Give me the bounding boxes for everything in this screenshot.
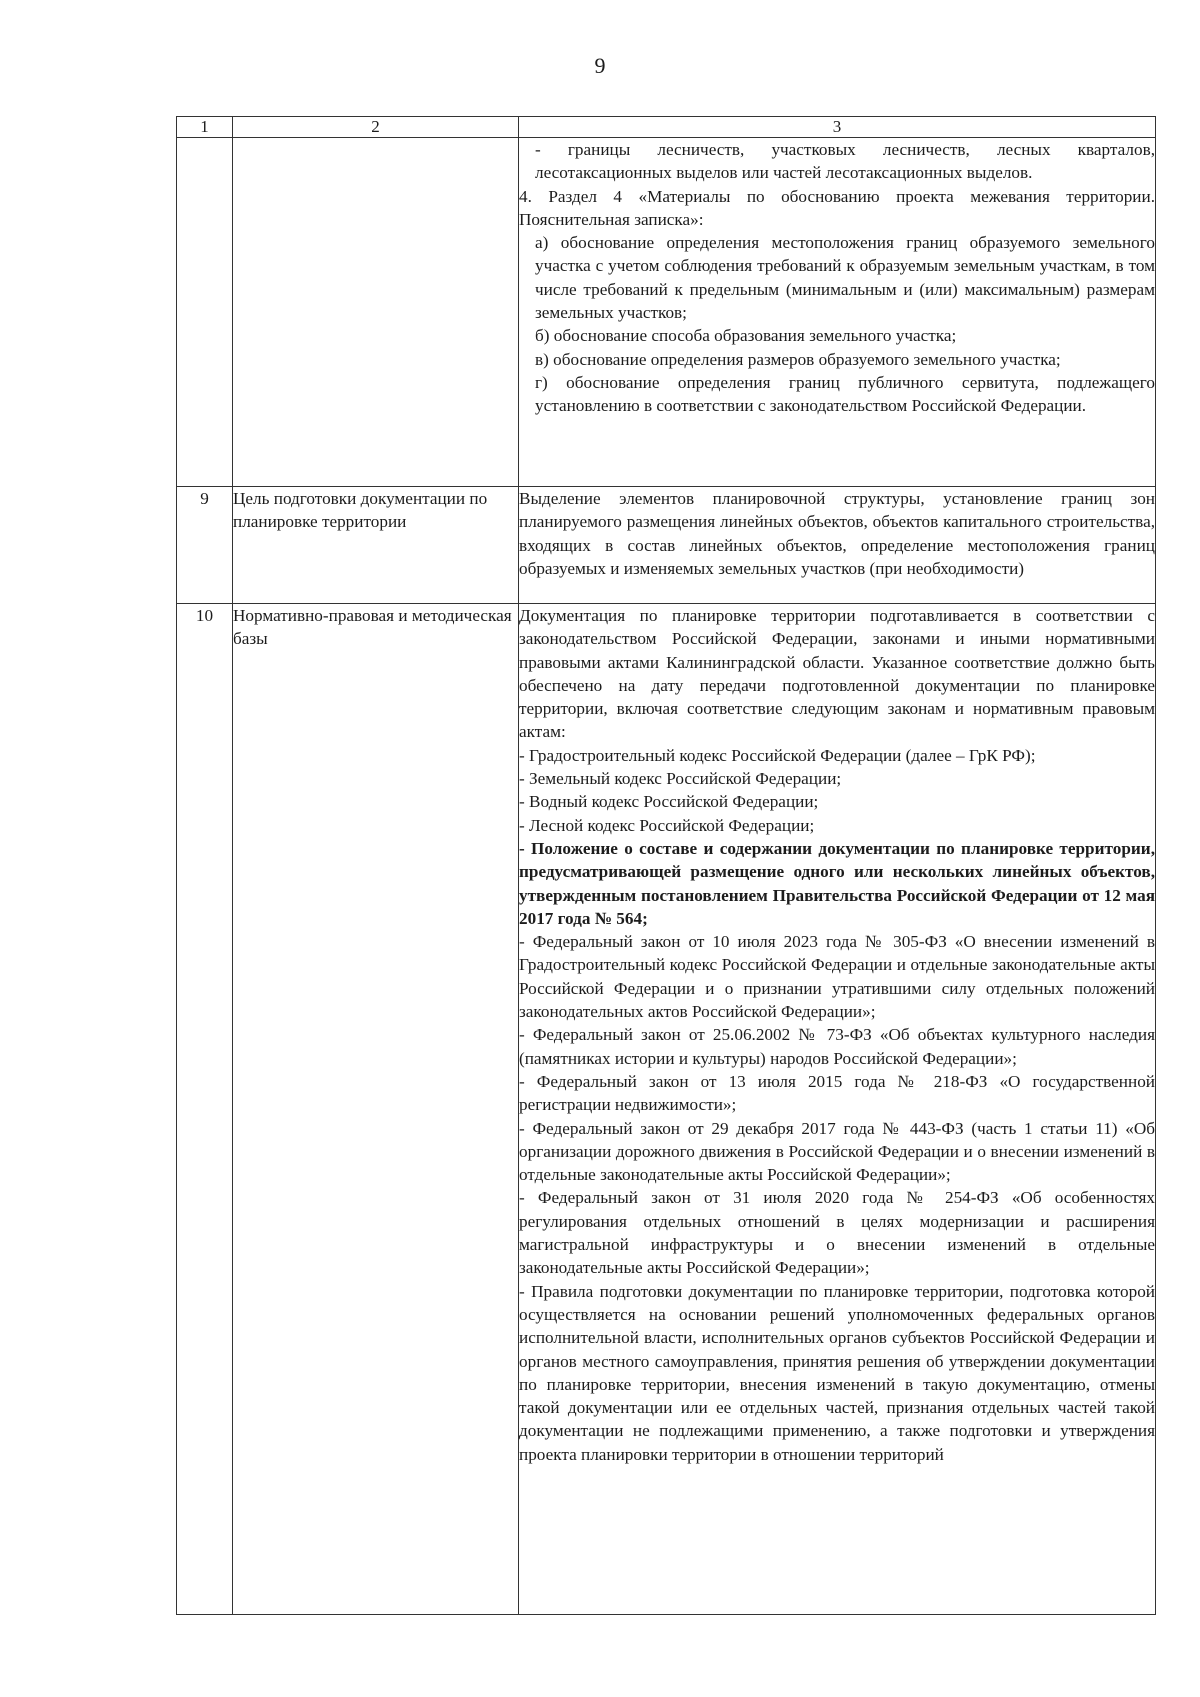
- header-col-2: 2: [233, 117, 519, 138]
- paragraph: в) обоснование определения размеров образуемого земельного участка;: [535, 349, 1061, 369]
- paragraph: - границы лесничеств, участковых лесничеств, лесных кварталов, лесотаксационных выделов или частей лесотаксационных выделов.: [535, 140, 1155, 183]
- paragraph: - Федеральный закон от 10 июля 2023 года № 305-ФЗ «О внесении изменений в Градостроительный кодекс Российской Федерации и отдельные законодательные акты Российской Федерации и о признании утратившими силу отдельных положений законодательных актов Российской Федерации»;: [519, 932, 1155, 1022]
- paragraph-bold: [519, 837, 1155, 930]
- paragraph: Документация по планировке территории подготавливается в соответствии с законодательством Российской Федерации, законами и иными нормативными правовыми актами Калининградской области. Указанное соответствие должно быть обеспечено на дату передачи подготовленной документации по планировке территории, включая соответствие следующим законам и нормативным правовым актам:: [519, 606, 1155, 742]
- row-number: [177, 138, 233, 487]
- row-number: 9: [177, 487, 233, 604]
- requirements-table: [176, 116, 1156, 1615]
- table-row-continuation: [177, 138, 1156, 487]
- paragraph: - Федеральный закон от 29 декабря 2017 года № 443-ФЗ (часть 1 статьи 11) «Об организации дорожного движения в Российской Федерации и о внесении изменений в отдельные законодательные акты Российской Федерации»;: [519, 1118, 1155, 1185]
- paragraph: 4. Раздел 4 «Материалы по обоснованию проекта межевания территории. Пояснительная записка»:: [519, 186, 1155, 229]
- paragraph: - Правила подготовки документации по планировке территории, подготовка которой осуществляется на основании решений уполномоченных федеральных органов исполнительной власти, исполнительных органов субъектов Российской Федерации и органов местного самоуправления, принятия решения об утверждении документации по планировке территории, внесения изменений в такую документацию, отмены такой документации или ее отдельных частей, признания отдельных частей такой документации не подлежащими применению, а также подготовки и утверждения проекта планировки территории в отношении территорий: [519, 1281, 1155, 1464]
- row-name: [233, 138, 519, 487]
- paragraph: б) обоснование способа образования земельного участка;: [535, 326, 957, 346]
- table-row-10: [177, 604, 1156, 1615]
- row-number: 10: [177, 604, 233, 1615]
- paragraph: - Водный кодекс Российской Федерации;: [519, 792, 819, 812]
- paragraph: Выделение элементов планировочной структуры, установление границ зон планируемого размещения линейных объектов, объектов капитального строительства, входящих в состав линейных объектов, определение местоположения границ образуемых и изменяемых земельных участков (при необходимости): [519, 489, 1155, 578]
- paragraph: г) обоснование определения границ публичного сервитута, подлежащего установлению в соответствии с законодательством Российской Федерации.: [535, 372, 1155, 416]
- row-text: [519, 138, 1156, 487]
- row-name: Цель подготовки документации по планировке территории: [233, 487, 519, 604]
- header-col-3: 3: [519, 117, 1156, 138]
- paragraph: - Лесной кодекс Российской Федерации;: [519, 815, 815, 835]
- paragraph: - Градостроительный кодекс Российской Федерации (далее – ГрК РФ);: [519, 745, 1036, 765]
- paragraph: - Федеральный закон от 25.06.2002 № 73-ФЗ «Об объектах культурного наследия (памятниках истории и культуры) народов Российской Федерации»;: [519, 1025, 1155, 1068]
- row-name: Нормативно-правовая и методическая базы: [233, 604, 519, 1615]
- table-row-9: [177, 487, 1156, 604]
- bold-text: - Положение о составе и содержании документации по планировке территории, предусматривающей размещение одного или нескольких линейных объектов, утвержденным постановлением Правительства Российской Федерации от 12 мая 2017 года № 564;: [519, 838, 1155, 928]
- paragraph: - Федеральный закон от 13 июля 2015 года № 218-ФЗ «О государственной регистрации недвижимости»;: [519, 1071, 1155, 1115]
- page-number: 9: [594, 53, 606, 78]
- paragraph: а) обоснование определения местоположения границ образуемого земельного участка с учетом соблюдения требований к образуемым земельным участкам, в том числе требований к предельным (минимальным и (или) максимальным) размерам земельных участков;: [535, 233, 1155, 323]
- row-text: [519, 604, 1156, 1615]
- row-text: [519, 487, 1156, 604]
- header-col-1: 1: [177, 117, 233, 138]
- table-header-row: [177, 117, 1156, 138]
- paragraph: - Земельный кодекс Российской Федерации;: [519, 769, 842, 789]
- paragraph: - Федеральный закон от 31 июля 2020 года № 254-ФЗ «Об особенностях регулирования отдельных отношений в целях модернизации и расширения магистральной инфраструктуры и о внесении изменений в отдельные законодательные акты Российской Федерации»;: [519, 1188, 1155, 1278]
